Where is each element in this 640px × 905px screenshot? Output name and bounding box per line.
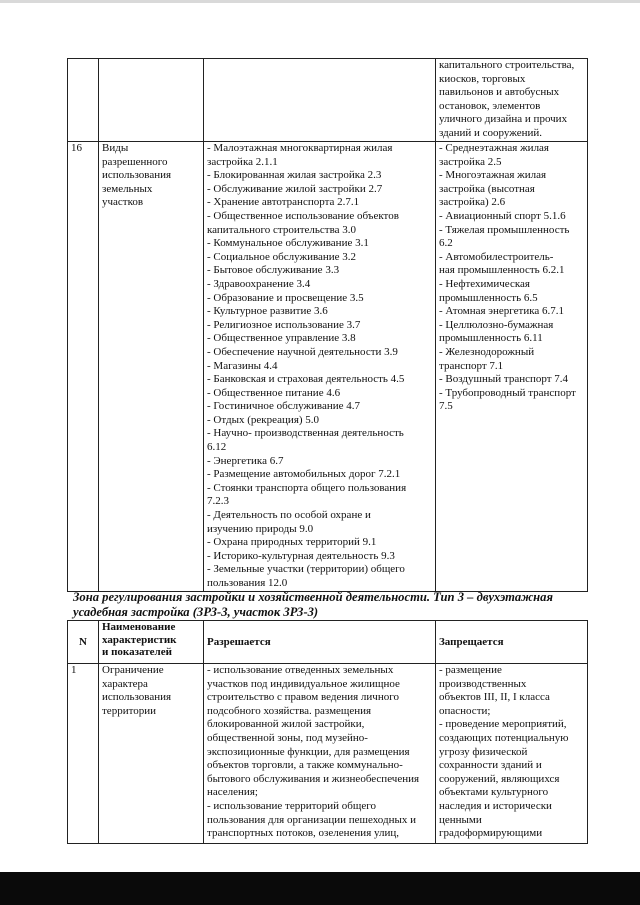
header-allowed: Разрешается xyxy=(204,621,436,664)
row-number: 1 xyxy=(71,664,77,676)
header-name: Наименование характеристик и показателей xyxy=(99,621,204,664)
allowed-uses-text: - использование отведенных земельных участков под индивидуальное жилищное строительство с правом ведения личного подсобного хозяйства. размещения блокированной жилой застройки, общественной зоны, под музейно- экспозиционные функции, для размещения объектов торговли, а также коммунально- бытового обслуживания и жизнеобеспечения населения; - использование территорий общего пользования для организации пешеходных и транспортных потоков, озеленения улиц, xyxy=(207,664,420,840)
table-cell xyxy=(204,59,436,142)
forbidden-uses-list: - Среднеэтажная жилая застройка 2.5 - Многоэтажная жилая застройка (высотная застройка) 2.6 - Авиационный спорт 5.1.6 - Тяжелая промышленность 6.2 - Автомобилестроитель- ная промышленность 6.2.1 - Нефтехимическая промышленность 6.5 - Атомная энергетика 6.7.1 - Целлюлозно-бумажная промышленность 6.11 - Железнодорожный транспорт 7.1 - Воздушный транспорт 7.4 - Трубопроводный транспорт 7.5 xyxy=(439,142,576,413)
table-cell xyxy=(68,59,99,142)
forbidden-uses-text: - размещение производственных объектов III, II, I класса опасности; - проведение мероприятий, создающих потенциальную угрозу физической сохранности зданий и сооружений, являющихся объектами культурного наследия и исторически ценными градоформирующими xyxy=(439,664,569,840)
table-cell xyxy=(99,59,204,142)
forbidden-continued-text: капитального строительства, киосков, торговых павильонов и автобусных остановок, элементов уличного дизайна и прочих зданий и сооружений. xyxy=(439,59,575,139)
permitted-use-table-continued xyxy=(67,58,588,592)
table-header-row xyxy=(68,621,588,664)
zone-section-title: Зона регулирования застройки и хозяйственной деятельности. Тип 3 – двухэтажная усадебная застройка (ЗРЗ-3, участок ЗРЗ-3) xyxy=(73,590,553,619)
characteristic-cell xyxy=(99,142,204,592)
scan-edge-top xyxy=(0,0,640,3)
row-number: 16 xyxy=(71,142,82,154)
characteristic-title: Виды разрешенного использования земельных участков xyxy=(102,142,172,209)
scan-edge-bottom xyxy=(0,872,640,905)
allowed-uses-list: - Малоэтажная многоквартирная жилая застройка 2.1.1 - Блокированная жилая застройка 2.3 - Обслуживание жилой застройки 2.7 - Хранение автотранспорта 2.7.1 - Общественное использование объектов капитального строительства 3.0 - Коммунальное обслуживание 3.1 - Социальное обслуживание 3.2 - Бытовое обслуживание 3.3 - Здравоохранение 3.4 - Образование и просвещение 3.5 - Культурное развитие 3.6 - Религиозное использование 3.7 - Общественное управление 3.8 - Обеспечение научной деятельности 3.9 - Магазины 4.4 - Банковская и страховая деятельность 4.5 - Общественное питание 4.6 - Гостиничное обслуживание 4.7 - Отдых (рекреация) 5.0 - Научно- производственная деятельность 6.12 - Энергетика 6.7 - Размещение автомобильных дорог 7.2.1 - Стоянки транспорта общего пользования 7.2.3 - Деятельность по особой охране и изучению природы 9.0 - Охрана природных территорий 9.1 - Историко-культурная деятельность 9.3 - Земельные участки (территории) общего пользования 12.0 xyxy=(207,142,407,589)
header-num: N xyxy=(68,621,99,664)
header-forbidden: Запрещается xyxy=(436,621,588,664)
forbidden-uses-cell xyxy=(436,664,588,844)
forbidden-continued-cell xyxy=(436,59,588,142)
table-row xyxy=(68,59,588,142)
allowed-uses-cell xyxy=(204,664,436,844)
characteristic-title: Ограничение характера использования территории xyxy=(102,664,172,717)
zone-zrz3-table xyxy=(67,620,588,844)
table-row xyxy=(68,664,588,844)
allowed-uses-cell xyxy=(204,142,436,592)
characteristic-cell xyxy=(99,664,204,844)
forbidden-uses-cell xyxy=(436,142,588,592)
row-number-cell xyxy=(68,664,99,844)
row-number-cell xyxy=(68,142,99,592)
table-row xyxy=(68,142,588,592)
